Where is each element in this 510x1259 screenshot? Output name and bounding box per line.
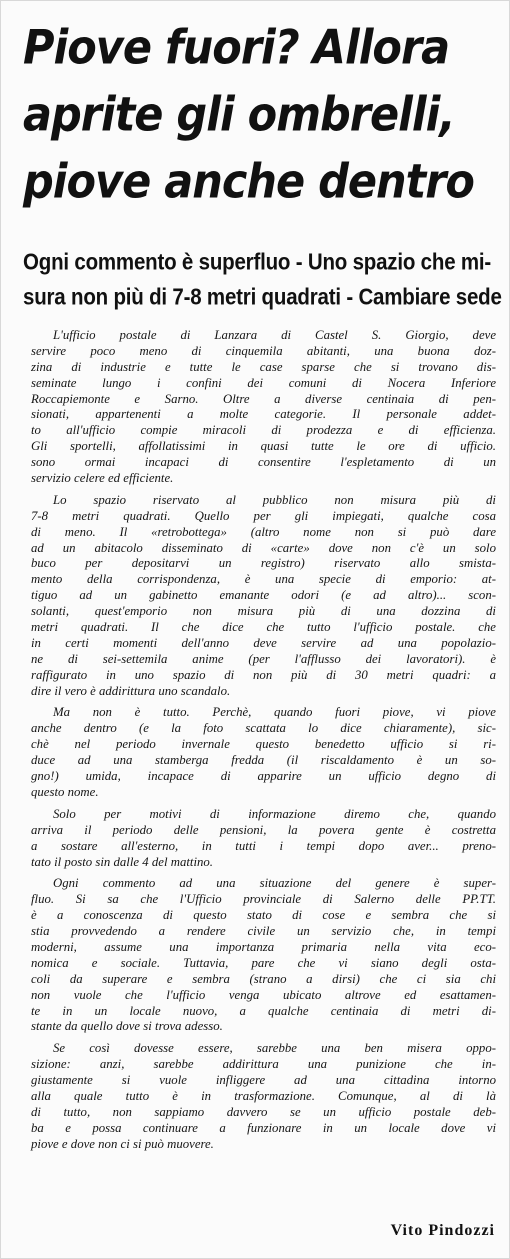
article-line: Lo spazio riservato al pubblico non misura più di [53, 492, 496, 507]
article-line: L'ufficio postale di Lanzara di Castel S. Giorgio, deve [53, 328, 496, 342]
article-line: solanti, quest'emporio non misura più di una dozzina di [31, 604, 496, 619]
article-line: alla quale tutto è in trasformazione. Comunque, al di là [31, 1088, 496, 1103]
article-line: duce ad una stamberga fredda (il riscaldamento è un so- [31, 753, 496, 768]
article-line: metri quadrati. Il che dice che tutto l'ufficio postale. che [31, 620, 496, 635]
subheadline [23, 245, 501, 314]
article-body [31, 328, 496, 1159]
article-line: questo nome. [31, 784, 99, 799]
article-line: raffigurato in uno spazio di non più di 30 metri quadri: a [31, 667, 496, 682]
article-line: Gli sportelli, affollatissimi in quasi tutte le ore di ufficio. [31, 439, 496, 454]
article-line: dire il vero è addirittura uno scandalo. [31, 683, 231, 698]
article-paragraph [31, 1041, 496, 1152]
article-line: ne di sei-settemila anime (per l'afflusso dei lavoratori). è [31, 651, 496, 666]
article-line: è a conoscenza di questo stato di cose e sembra che si [31, 908, 496, 923]
article-line: a sostare all'esterno, in tutti i tempi dopo aver... preno- [31, 838, 496, 853]
author-signature: Vito Pindozzi [390, 1222, 495, 1239]
article-line: ba e possa continuare a funzionare in un locale dove vi [31, 1120, 496, 1135]
article-line: chè nel periodo invernale questo benedetto ufficio si ri- [31, 737, 496, 752]
article-line: non vuole che l'ufficio venga ubicato altrove ed esattamen- [31, 987, 496, 1002]
article-line: Ogni commento ad una situazione del genere è super- [53, 876, 496, 891]
article-line: stante da quello dove si trova adesso. [31, 1019, 223, 1034]
article-line: tiguo ad un gabinetto emanante odori (e ad altro)... scon- [31, 588, 496, 603]
article-line: arriva il periodo delle pensioni, la povera gente è costretta [31, 822, 496, 837]
article-line: coli da superare e sembra (strano a dirsi) che ci sia chi [31, 971, 496, 986]
article-paragraph [31, 493, 496, 700]
article-line: sizione: anzi, sarebbe addirittura una punizione che in- [31, 1057, 496, 1072]
article-line: servire poco meno di cinquemila abitanti, una buona doz- [31, 343, 496, 358]
article-paragraph [31, 807, 496, 871]
article-paragraph [31, 705, 496, 800]
article-line: moderni, assume una importanza primaria nella vita eco- [31, 939, 496, 954]
article-line: di meno. Il «retrobottega» (altro nome non si può dare [31, 524, 496, 539]
article-line: tato il posto sin dalle 4 del mattino. [31, 854, 213, 869]
article-line: zina di industrie e tutte le case sparse che si trovano dis- [31, 359, 496, 374]
article-line: giustamente si vuole infliggere ad una cittadina intorno [31, 1073, 496, 1088]
article-line: ad un abitacolo disseminato di «carte» dove non c'è un solo [31, 540, 496, 555]
article-line: fluo. Si sa che l'Ufficio provinciale di Salerno delle PP.TT. [31, 892, 496, 907]
article-line: anche dentro (e la foto scattata lo dice chiaramente), sic- [31, 721, 496, 736]
article-line: sono ormai incapaci di consentire l'espletamento di un [31, 455, 496, 470]
headline-line: Piove fuori? Allora [23, 20, 450, 76]
headline-line: aprite gli ombrelli, [23, 87, 455, 143]
article-line: 7-8 metri quadrati. Quello per gli impiegati, qualche cosa [31, 508, 496, 523]
article-paragraph [31, 328, 496, 487]
article-line: gno!) umida, incapace di apparire un ufficio degno di [31, 769, 496, 784]
subheadline-line: Ogni commento è superfluo - Uno spazio che mi- [23, 249, 492, 276]
article-line: Se così dovesse essere, sarebbe una ben misera oppo- [53, 1041, 496, 1056]
article-line: mento della corrispondenza, è una specie di emporio: at- [31, 572, 496, 587]
headline-line: piove anche dentro [23, 154, 474, 210]
article-line: sionati, appartenenti a molte categorie. Il personale addet- [31, 407, 496, 422]
article-line: seminate lungo i confini dei comuni di Nocera Inferiore [31, 375, 496, 390]
headline [23, 15, 501, 216]
article-line: di tutto, non sappiamo davvero se un ufficio postale deb- [31, 1104, 496, 1119]
article-line: Solo per motivi di informazione diremo che, quando [53, 806, 496, 821]
article-line: servizio celere ed efficiente. [31, 471, 174, 486]
article-line: Roccapiemonte e Sarno. Oltre a diverse centinaia di pen- [31, 391, 496, 406]
article-line: stia provvedendo a rendere civile un servizio che, in tempi [31, 924, 496, 939]
article-line: to all'ufficio compie miracoli di prodezza e di efficienza. [31, 423, 496, 438]
article-paragraph [31, 876, 496, 1035]
subheadline-line: sura non più di 7-8 metri quadrati - Cambiare sede [23, 284, 502, 310]
article-line: buco per depositarvi un registro) riservato allo smista- [31, 556, 496, 571]
article-line: te in un locale nuovo, a qualche centinaia di metri di- [31, 1003, 496, 1018]
article-line: nomica e sociale. Tuttavia, pare che vi siano degli osta- [31, 955, 496, 970]
article-line: piove e dove non ci si può muovere. [31, 1136, 214, 1151]
article-line: Ma non è tutto. Perchè, quando fuori piove, vi piove [53, 705, 496, 720]
article-line: in certi momenti dell'anno deve servire ad una popolazio- [31, 635, 496, 650]
